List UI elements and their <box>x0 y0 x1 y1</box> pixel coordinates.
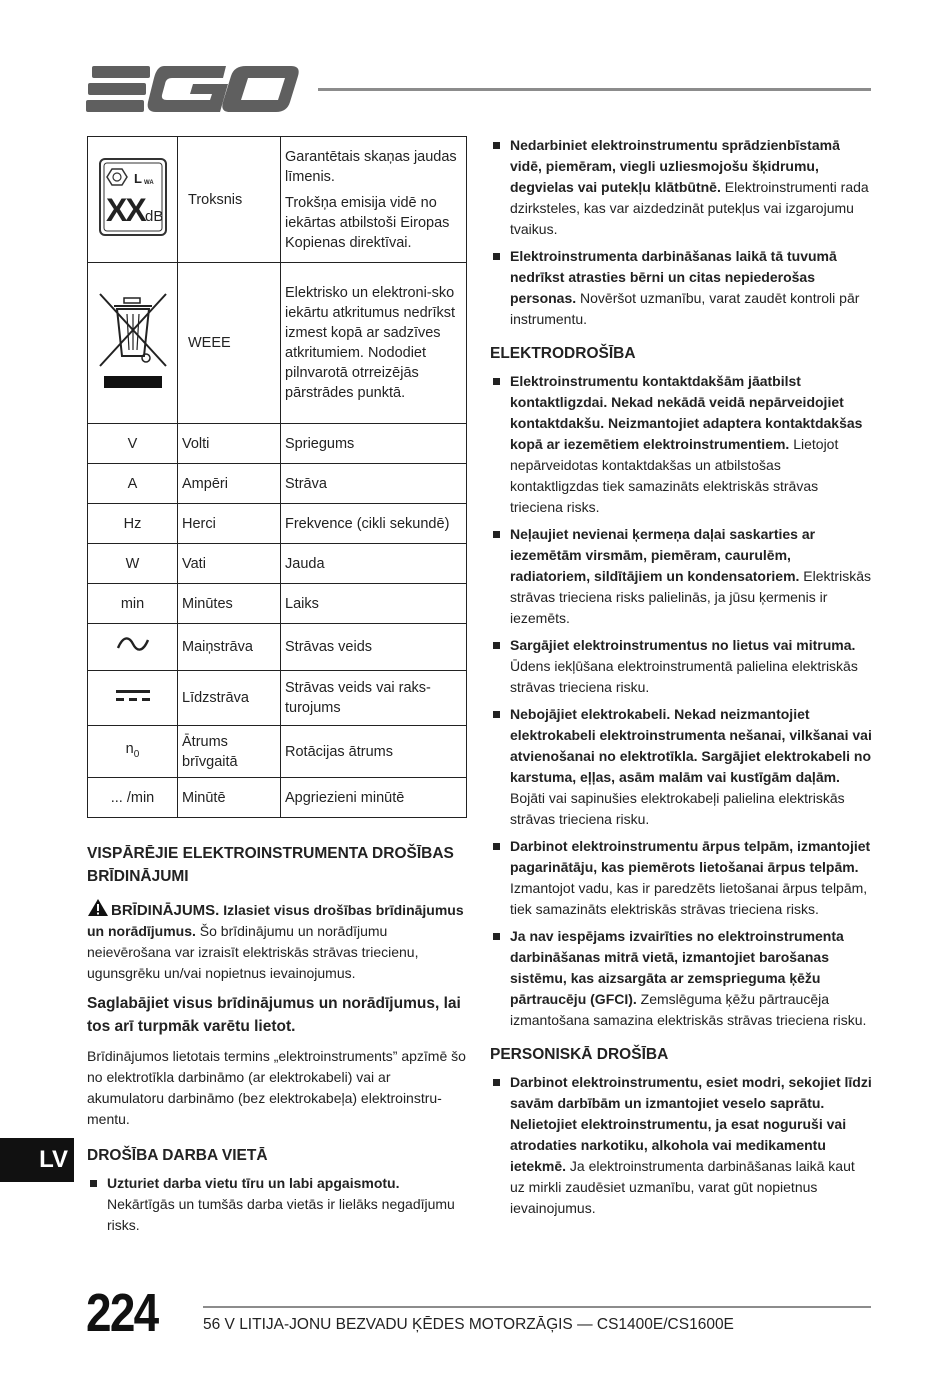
term-definition: Brīdinājumos lietotais termins „elektroinstruments” apzīmē šo no elektrotīkla darbināmo (ar elektrokabeli) vai ar akumulatoru darbināmo (bez elektrokabeļa) elektroinstru-mentu. <box>87 1048 466 1127</box>
table-row <box>88 544 467 584</box>
bullet-icon <box>493 531 500 538</box>
minutes-label: Minūtes <box>178 584 281 624</box>
item-bold: Uzturiet darba vietu tīru un labi apgaismotu. <box>107 1175 400 1191</box>
table-row <box>88 778 467 818</box>
no-load-speed-symbol <box>88 726 178 778</box>
item-text: Novēršot uzmanību, varat zaudēt kontroli pār instrumentu. <box>510 290 860 327</box>
list-item <box>490 704 872 830</box>
ac-label: Maiņstrāva <box>178 624 281 671</box>
table-row <box>88 726 467 778</box>
bullet-icon <box>90 1180 97 1187</box>
svg-text:XX: XX <box>105 191 145 228</box>
item-text: Izmantojot vadu, kas ir paredzēts lietošanai ārpus telpām, tiek samazināts elektriskās strāvas trieciena risks. <box>510 880 868 917</box>
minutes-desc: Laiks <box>281 584 467 624</box>
bullet-icon <box>493 142 500 149</box>
weee-symbol-cell <box>88 263 178 424</box>
item-text: Ūdens iekļūšana elektroinstrumentā palielina elektriskās strāvas trieciena risku. <box>510 658 858 695</box>
hertz-symbol: Hz <box>88 504 178 544</box>
bullet-icon <box>493 711 500 718</box>
no-load-speed-desc: Rotācijas ātrums <box>281 726 467 778</box>
weee-desc-1: Elektrisko un elektroni-sko iekārtu atkritumus nedrīkst izmest kopā ar sadzīves atkritumiem. Nododiet pilnvarotā otrreizējās pārstrādes punktā. <box>285 285 456 401</box>
bullet-icon <box>493 1079 500 1086</box>
item-text: Elektriskās strāvas trieciena risks palielinās, ja jūsu ķermenis ir iezemēts. <box>510 568 871 626</box>
bullet-icon <box>493 933 500 940</box>
item-text: Bojāti vai sapinušies elektrokabeļi palielina elektriskās strāvas trieciena risku. <box>510 790 845 827</box>
bullet-icon <box>493 378 500 385</box>
volts-desc: Spriegums <box>281 424 467 464</box>
item-bold: Nedarbiniet elektroinstrumentu sprādzienbīstamā vidē, piemēram, viegli uzliesmojošu šķidrumu, degvielas vai putekļu klātbūtnē. <box>510 137 840 195</box>
table-row <box>88 671 467 726</box>
svg-text:WA: WA <box>143 179 154 186</box>
table-row <box>88 464 467 504</box>
table-row <box>88 624 467 671</box>
workplace-list-continued <box>490 135 872 330</box>
item-bold: Nebojājiet elektrokabeli. Nekad neizmantojiet elektrokabeli elektroinstrumenta nešanai, vilkšanai vai atvienošanai no elektrotīkla. Sargājiet elektrokabeli no karstuma, eļļas, asām malām vai kustīgām daļām. <box>510 706 872 785</box>
item-bold: Elektroinstrumenta darbināšanas laikā tā tuvumā nedrīkst atrasties bērni un citas nepiederošas personas. <box>510 248 837 306</box>
warning-title: BRĪDINĀJUMS. <box>111 902 220 919</box>
watts-symbol: W <box>88 544 178 584</box>
table-row <box>88 504 467 544</box>
save-instructions: Saglabājiet visus brīdinājumus un norādījumus, lai tos arī turpmāk varētu lietot. <box>87 995 461 1035</box>
page-number: 224 <box>86 1283 158 1343</box>
svg-text:L: L <box>133 170 142 186</box>
warning-bold: Izlasiet visus drošības brīdinājumus un norādījumus. <box>87 902 464 939</box>
amperes-desc: Strāva <box>281 464 467 504</box>
per-minute-desc: Apgriezieni minūtē <box>281 778 467 818</box>
item-text: Ja elektroinstrumenta darbināšanas laikā kaut uz mirkli zaudēsiet uzmanību, varat gūt nopietnus ievainojumus. <box>510 1158 855 1216</box>
n-subscript: 0 <box>133 748 140 760</box>
sound-label: Troksnis <box>178 137 281 263</box>
sound-power-icon <box>98 157 168 237</box>
sound-desc-2: Trokšņa emisija vidē no iekārtas atbilstoši Eiropas Kopienas direktīvai. <box>285 194 450 251</box>
symbols-table <box>87 136 467 818</box>
left-column <box>87 842 467 1248</box>
item-bold: Elektroinstrumentu kontaktdakšām jāatbilst kontaktligzdai. Nekad nekādā veidā nepārveidojiet kontaktdakšu. Neizmantojiet adaptera kontaktdakšas kopā ar iezemētiem elektroinstrumentiem. <box>510 373 863 452</box>
workplace-safety-title: DROŠĪBA DARBA VIETĀ <box>87 1147 268 1164</box>
personal-safety-title: PERSONISKĀ DROŠĪBA <box>490 1046 669 1063</box>
right-column <box>490 135 872 1231</box>
bullet-icon <box>493 253 500 260</box>
warning-paragraph <box>87 898 467 984</box>
svg-text:dB: dB <box>144 207 163 225</box>
item-text: Zemslēguma ķēžu pārtraucēja izmantošana samazina elektriskās strāvas trieciena risku. <box>510 991 867 1028</box>
direct-current-icon <box>115 687 151 703</box>
general-safety-title: VISPĀRĒJIE ELEKTROINSTRUMENTA DROŠĪBAS BRĪDINĀJUMI <box>87 845 454 885</box>
table-row <box>88 263 467 424</box>
table-row <box>88 584 467 624</box>
sound-symbol-cell <box>88 137 178 263</box>
sound-desc-1: Garantētais skaņas jaudas līmenis. <box>285 148 457 185</box>
list-item <box>87 1173 467 1236</box>
per-minute-label: Minūtē <box>178 778 281 818</box>
volts-label: Volti <box>178 424 281 464</box>
volts-symbol: V <box>88 424 178 464</box>
list-item <box>490 135 872 240</box>
ac-symbol-cell <box>88 624 178 671</box>
list-item <box>490 635 872 698</box>
dc-label: Līdzstrāva <box>178 671 281 726</box>
weee-desc <box>281 263 467 424</box>
hertz-desc: Frekvence (cikli sekundē) <box>281 504 467 544</box>
workplace-list <box>87 1173 467 1236</box>
per-minute-symbol: ... /min <box>88 778 178 818</box>
item-bold: Darbinot elektroinstrumentu, esiet modri, sekojiet līdzi savām darbībām un izmantojiet veselo saprātu. Nelietojiet elektroinstrumentu, ja esat noguruši vai atrodaties narkotiku, alkohola vai medikamentu ietekmē. <box>510 1074 872 1174</box>
bullet-icon <box>493 843 500 850</box>
electrical-list <box>490 371 872 1031</box>
amperes-label: Ampēri <box>178 464 281 504</box>
footer-title: 56 V LITIJA-JONU BEZVADU ĶĒDES MOTORZĀĢIS — CS1400E/CS1600E <box>203 1316 734 1333</box>
personal-list <box>490 1072 872 1219</box>
dc-symbol-cell <box>88 671 178 726</box>
alternating-current-icon <box>116 634 150 654</box>
table-row <box>88 137 467 263</box>
weee-label: WEEE <box>178 263 281 424</box>
footer-rule <box>203 1306 871 1308</box>
warning-triangle-icon <box>87 898 109 917</box>
item-text: Lietojot nepārveidotas kontaktdakšas un atbilstošas kontaktligzdas tiek samazināts elektriskās strāvas trieciena risks. <box>510 436 839 515</box>
item-text: Elektroinstrumenti rada dzirksteles, kas var aizdedzināt putekļus vai izgarojumu tvaikus. <box>510 179 869 237</box>
electrical-safety-title: ELEKTRODROŠĪBA <box>490 345 636 362</box>
item-text: Nekārtīgās un tumšās darba vietās ir lielāks negadījumu risks. <box>107 1196 455 1233</box>
weee-bin-icon <box>96 290 170 390</box>
list-item <box>490 926 872 1031</box>
amperes-symbol: A <box>88 464 178 504</box>
ac-desc: Strāvas veids <box>281 624 467 671</box>
hertz-label: Herci <box>178 504 281 544</box>
list-item <box>490 371 872 518</box>
n-symbol: n <box>125 740 134 757</box>
no-load-speed-label: Ātrums brīvgaitā <box>178 726 281 778</box>
watts-label: Vati <box>178 544 281 584</box>
ego-logo <box>86 64 300 114</box>
watts-desc: Jauda <box>281 544 467 584</box>
item-bold: Sargājiet elektroinstrumentus no lietus vai mitruma. <box>510 637 856 653</box>
sound-desc <box>281 137 467 263</box>
warning-text: Šo brīdinājumu un norādījumu neievērošana var izraisīt elektriskās strāvas triecienu, ugunsgrēku un/vai nopietnus ievainojumus. <box>87 923 419 981</box>
item-bold: Ja nav iespējams izvairīties no elektroinstrumenta darbināšanas mitrā vietā, izmantojiet barošanas sistēmu, kas aizsargāta ar zemsprieguma ķēžu pārtraucēju (GFCI). <box>510 928 844 1007</box>
item-bold: Darbinot elektroinstrumentu ārpus telpām, izmantojiet pagarinātāju, kas piemērots lietošanai ārpus telpām. <box>510 838 871 875</box>
list-item <box>490 246 872 330</box>
list-item <box>490 524 872 629</box>
list-item <box>490 1072 872 1219</box>
item-bold: Neļaujiet nevienai ķermeņa daļai saskarties ar iezemētām virsmām, piemēram, caurulēm, radiatoriem, sildītājiem un kondensatoriem. <box>510 526 816 584</box>
header-rule <box>318 88 871 91</box>
dc-desc: Strāvas veids vai raks-turojums <box>281 671 467 726</box>
table-row <box>88 424 467 464</box>
minutes-symbol: min <box>88 584 178 624</box>
bullet-icon <box>493 642 500 649</box>
language-tab: LV <box>0 1138 74 1182</box>
list-item <box>490 836 872 920</box>
